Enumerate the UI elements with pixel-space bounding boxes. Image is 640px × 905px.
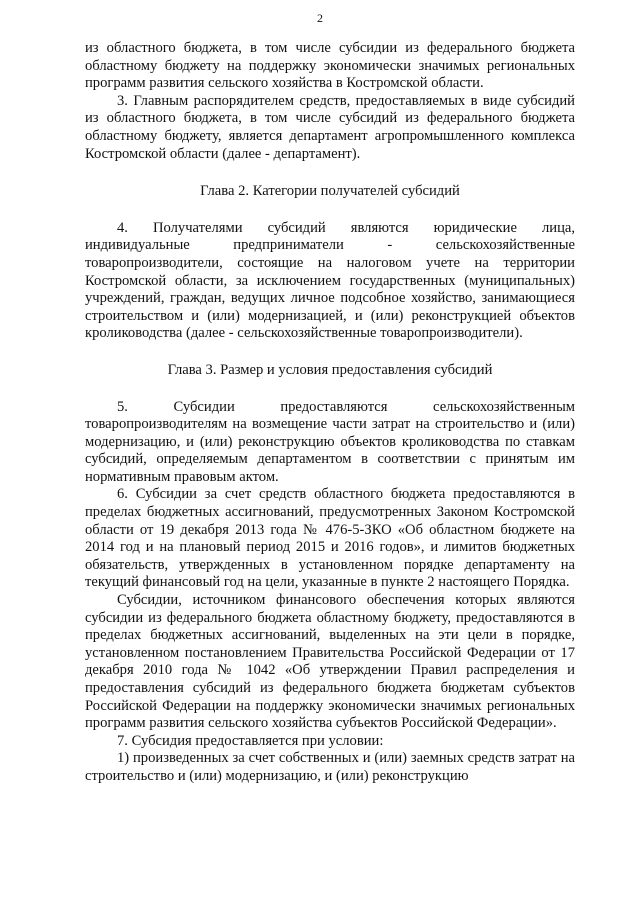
paragraph-6: 6. Субсидии за счет средств областного бюджета предоставляются в пределах бюджетных ассигнований, предусмотренных Законом Костромской области от 19 декабря 2013 года № 476-5-ЗКО «Об областном бюджете на 2014 год и на плановый период 2015 и 2016 годов», и лимитов бюджетных обязательств, утвержденных в установленном порядке департаменту на текущий финансовый год на цели, указанные в пункте 2 настоящего Порядка. <box>85 486 575 591</box>
page-number: 2 <box>317 11 323 25</box>
chapter-2-heading: Глава 2. Категории получателей субсидий <box>200 183 460 200</box>
paragraph-3: 3. Главным распорядителем средств, предоставляемых в виде субсидий из областного бюджета, в том числе субсидий из федерального бюджета областному бюджету, является департамент агропромышленного комплекса Костромской области (далее - департамент). <box>85 92 575 162</box>
paragraph-5: 5. Субсидии предоставляются сельскохозяйственным товаропроизводителям на возмещение части затрат на строительство и (или) модернизацию, и (или) реконструкцию объектов кролиководства по ставкам субсидий, определяемым департаментом в соответствии с принятым им нормативным правовым актом. <box>85 398 575 485</box>
paragraph-4: 4. Получателями субсидий являются юридические лица, индивидуальные предприниматели - сельскохозяйственные товаропроизводители, состоящие на налоговом учете на территории Костромской области, за исключением государственных (муниципальных) учреждений, граждан, ведущих личное подсобное хозяйство, занимающиеся строительством и (или) модернизацией, и (или) реконструкцией объектов кролиководства (далее - сельскохозяйственные товаропроизводители). <box>85 219 575 342</box>
chapter-3-heading: Глава 3. Размер и условия предоставления субсидий <box>167 361 493 378</box>
paragraph-continuation: из областного бюджета, в том числе субсидии из федерального бюджета областному бюджету на поддержку экономически значимых региональных программ развития сельского хозяйства в Костромской области. <box>85 40 575 92</box>
paragraph-7-item-1: 1) произведенных за счет собственных и (или) заемных средств затрат на строительство и (или) модернизацию, и (или) реконструкцию <box>85 750 575 784</box>
document-body <box>85 40 575 786</box>
paragraph-7: 7. Субсидия предоставляется при условии: <box>117 732 384 749</box>
paragraph-6-federal-subsidies: Субсидии, источником финансового обеспечения которых являются субсидии из федерального бюджета областному бюджету, предоставляются в пределах бюджетных ассигнований, выделенных на эти цели в порядке, установленном постановлением Правительства Российской Федерации от 17 декабря 2010 года № 1042 «Об утверждении Правил распределения и предоставления субсидий из федерального бюджета бюджетам субъектов Российской Федерации на поддержку экономически значимых региональных программ развития сельского хозяйства субъектов Российской Федерации». <box>85 592 575 732</box>
